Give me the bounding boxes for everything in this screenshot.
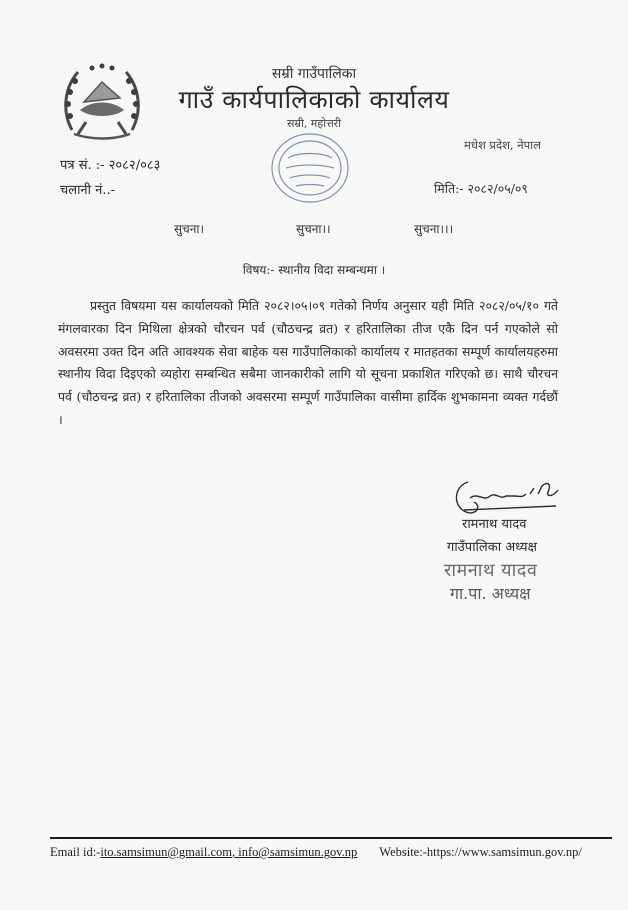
website-link[interactable]: https://www.samsimun.gov.np/ xyxy=(426,845,582,859)
body-paragraph xyxy=(58,295,558,432)
office-title: गाउँ कार्यपालिकाको कार्यालय xyxy=(178,85,450,114)
letter-date: मिति:- २०८२/०५/०९ xyxy=(434,181,528,196)
email-link-secondary[interactable]: info@samsimun.gov.np xyxy=(238,845,358,859)
municipality-name: सम्री गाउँपालिका xyxy=(271,66,357,82)
signatory-title: गाउँपालिका अध्यक्ष xyxy=(447,540,537,555)
website-label: Website:- xyxy=(379,845,427,859)
office-address: सम्री, महोत्तरी xyxy=(286,117,342,130)
office-seal-icon xyxy=(266,128,354,206)
signatory-name: रामनाथ यादव xyxy=(462,517,527,532)
province-name: मधेश प्रदेश, नेपाल xyxy=(464,138,541,152)
subject-line: विषय:- स्थानीय विदा सम्बन्धमा । xyxy=(242,263,386,277)
body-text: प्रस्तुत विषयमा यस कार्यालयको मिति २०८२।०५।०९ गतेको निर्णय अनुसार यही मिति २०८२/०५/१० गते मंगलवारका दिन मिथिला क्षेत्रको चौरचन पर्व (चौठचन्द्र व्रत) र हरितालिका तीज एकै दिन पर्न गएकोले सो अवसरमा उक्त दिन अति आवश्यक सेवा बाहेक यस गाउँपालिकाको कार्यालय र मातहतका सम्पूर्ण कार्यालयहरुमा स्थानीय विदा दिइएको व्यहोरा सम्बन्धित सबैमा जानकारीको लागि यो सूचना प्रकाशित गरिएको छ। साथै चौरचन पर्व (चौठचन्द्र व्रत) र हरितालिका तीजको अवसरमा सम्पूर्ण गाउँपालिका वासीमा हार्दिक शुभकामना व्यक्त गर्दछौं । xyxy=(58,298,558,427)
notice-heading: सुचना। xyxy=(174,222,205,236)
email-label: Email id:- xyxy=(50,845,101,859)
notice-heading: सुचना।। xyxy=(296,222,331,236)
handwritten-signature-icon xyxy=(452,476,567,516)
stamp-title: गा.पा. अध्यक्ष xyxy=(450,584,531,603)
letter-number: पत्र सं. :- २०८२/०८३ xyxy=(60,158,161,173)
footer-contact xyxy=(50,845,582,860)
email-link-primary[interactable]: ito.samsimun@gmail.com xyxy=(100,845,232,859)
stamp-name: रामनाथ यादव xyxy=(444,560,538,581)
notice-heading: सुचना।।। xyxy=(414,222,454,236)
email-separator: , xyxy=(231,845,239,859)
dispatch-number: चलानी नं..- xyxy=(60,183,116,198)
footer-divider xyxy=(50,837,612,839)
